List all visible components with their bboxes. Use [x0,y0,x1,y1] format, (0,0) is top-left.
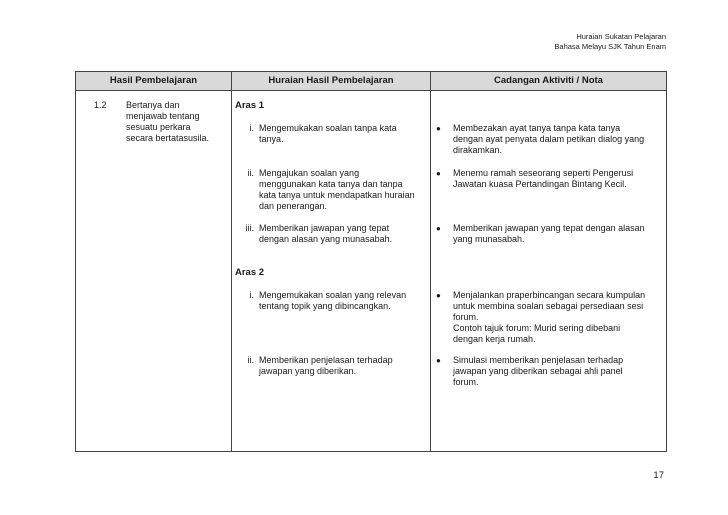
outcome-line: Bertanya dan [126,100,180,110]
outcome-line: menjawab tentang [126,111,200,121]
outcome-text [126,100,209,144]
bullet-icon: ● [436,124,441,133]
activity-line: Menjalankan praperbincangan secara kumpulan [453,290,646,300]
description-item [259,123,397,145]
activity-line: Contoh tajuk forum: Murid sering dibebani [453,323,621,333]
column-divider [430,72,431,451]
description-line: kata tanya untuk mendapatkan huraian [259,190,415,200]
activity-line: Menemu ramah seseorang seperti Pengerusi [453,168,634,178]
activity-line: Simulasi memberikan penjelasan terhadap [453,355,624,365]
outcome-number: 1.2 [94,100,107,110]
item-number: ii. [247,168,254,178]
activity-line: Jawatan kuasa Pertandingan Bintang Kecil. [453,179,627,189]
column-header-outcome-description: Huraian Hasil Pembelajaran [268,75,394,86]
activity-line: jawapan yang diberikan sebagai ahli panel [453,366,623,376]
activity-line: dengan kerja rumah. [453,334,536,344]
description-line: tentang topik yang dibincangkan. [259,301,391,311]
bullet-icon: ● [436,224,441,233]
item-number: i. [249,290,254,300]
activity-line: forum. [453,377,479,387]
description-line: tanya. [259,134,284,144]
outcome-line: secara bertatasusila. [126,133,210,143]
activity-line: Memberikan jawapan yang tepat dengan alasan [453,223,645,233]
activity-item [453,168,633,190]
header-line-2: Bahasa Melayu SJK Tahun Enam [554,42,666,51]
bullet-icon: ● [436,169,441,178]
description-line: Mengajukan soalan yang [259,168,360,178]
activity-line: forum. [453,312,479,322]
item-number: i. [249,123,254,133]
page-number: 17 [653,470,664,481]
page-header [554,32,666,52]
activity-item [453,223,645,245]
description-item [259,168,415,212]
activity-line: dengan ayat penyata dalam petikan dialog yang [453,134,645,144]
activity-item [453,123,644,156]
description-item [259,355,393,377]
description-line: menggunakan kata tanya dan tanpa [259,179,403,189]
description-item [259,223,392,245]
activity-line: Membezakan ayat tanya tanpa kata tanya [453,123,621,133]
level-label: Aras 2 [235,267,265,278]
header-line-1: Huraian Sukatan Pelajaran [576,32,666,41]
curriculum-table [75,71,667,452]
activity-item [453,290,645,345]
table-header-row [76,72,666,91]
item-number: iii. [245,223,254,233]
bullet-icon: ● [436,356,441,365]
column-divider [231,72,232,451]
bullet-icon: ● [436,291,441,300]
description-line: Mengemukakan soalan tanpa kata [259,123,397,133]
description-line: dengan alasan yang munasabah. [259,234,393,244]
column-header-suggested-activities: Cadangan Aktiviti / Nota [494,75,603,86]
outcome-line: sesuatu perkara [126,122,191,132]
activity-line: dirakamkan. [453,145,503,155]
description-line: jawapan yang diberikan. [259,366,357,376]
description-line: Mengemukakan soalan yang relevan [259,290,407,300]
description-item [259,290,406,312]
description-line: Memberikan penjelasan terhadap [259,355,393,365]
activity-item [453,355,623,388]
item-number: ii. [247,355,254,365]
description-line: Memberikan jawapan yang tepat [259,223,390,233]
activity-line: yang munasabah. [453,234,525,244]
activity-line: untuk membina soalan sebagai persediaan sesi [453,301,644,311]
description-line: dan penerangan. [259,201,328,211]
level-label: Aras 1 [235,100,265,111]
column-header-learning-outcome: Hasil Pembelajaran [109,75,198,86]
